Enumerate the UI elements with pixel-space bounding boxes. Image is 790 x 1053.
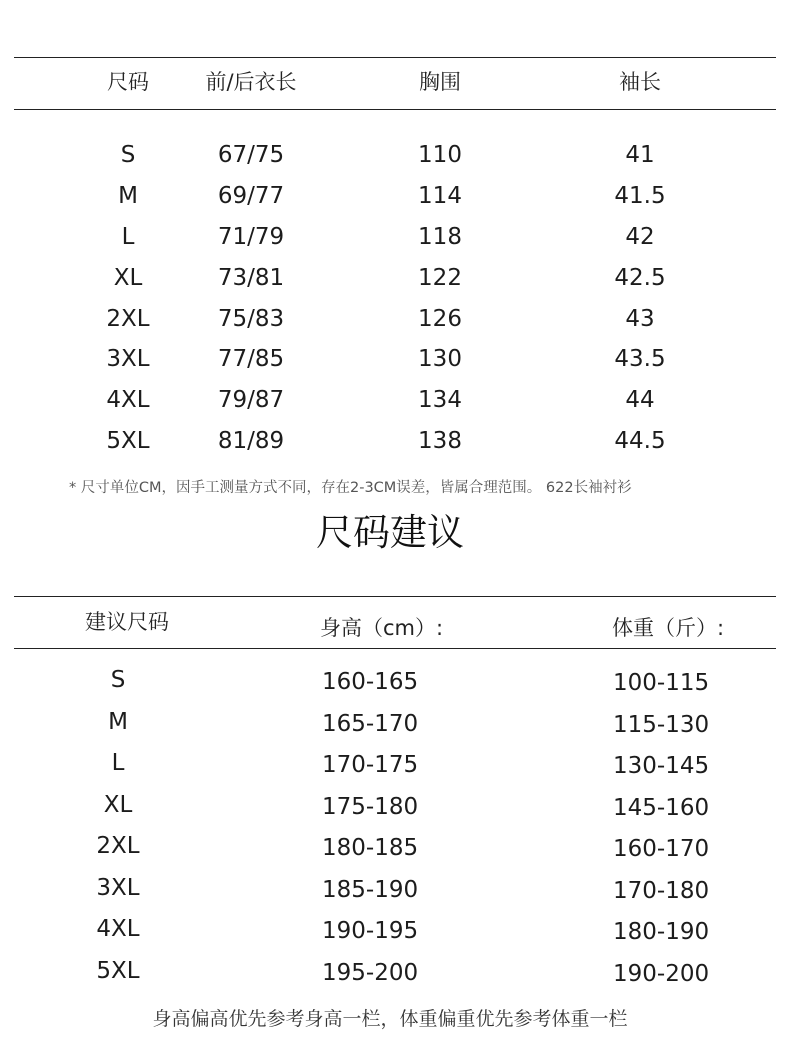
length-cell: 67/75 (217, 142, 285, 168)
sleeve-cell: 43 (625, 306, 655, 332)
recommendation-header-rule (14, 648, 776, 649)
height-cell: 175-180 (322, 794, 419, 820)
weight-cell: 100-115 (613, 670, 710, 696)
height-cell: 165-170 (322, 711, 419, 737)
weight-cell: 180-190 (613, 919, 710, 945)
table-top-rule (14, 57, 776, 58)
height-cell: 185-190 (322, 877, 419, 903)
chest-cell: 126 (418, 306, 462, 332)
length-cell: 77/85 (217, 346, 285, 372)
weight-cell: 115-130 (613, 712, 710, 738)
size-cell: 4XL (106, 387, 150, 413)
header-sleeve: 袖长 (619, 70, 661, 94)
size-cell: 4XL (96, 916, 140, 942)
size-cell: XL (113, 265, 143, 291)
chest-cell: 130 (418, 346, 462, 372)
size-cell: XL (103, 792, 133, 818)
size-cell: 2XL (106, 306, 150, 332)
measurement-footnote: * 尺寸单位CM，因手工测量方式不同，存在2-3CM误差，皆属合理范围。 622长袖衬衫 (69, 480, 632, 496)
size-cell: M (118, 183, 138, 209)
weight-cell: 145-160 (613, 795, 710, 821)
size-cell: S (110, 667, 126, 693)
sleeve-cell: 41.5 (614, 183, 666, 209)
size-cell: M (108, 709, 128, 735)
weight-cell: 190-200 (613, 961, 710, 987)
recommendation-footnote: 身高偏高优先参考身高一栏，体重偏重优先参考体重一栏 (152, 1008, 628, 1030)
length-cell: 73/81 (217, 265, 285, 291)
weight-cell: 170-180 (613, 878, 710, 904)
length-cell: 81/89 (217, 428, 285, 454)
recommendation-top-rule (14, 596, 776, 597)
sleeve-cell: 42.5 (614, 265, 666, 291)
chest-cell: 134 (418, 387, 462, 413)
size-cell: 5XL (96, 958, 140, 984)
size-cell: 3XL (96, 875, 140, 901)
height-cell: 180-185 (322, 835, 419, 861)
chest-cell: 110 (418, 142, 462, 168)
size-cell: L (121, 224, 135, 250)
height-cell: 170-175 (322, 752, 419, 778)
size-cell: 3XL (106, 346, 150, 372)
size-cell: 2XL (96, 833, 140, 859)
height-cell: 190-195 (322, 918, 419, 944)
sleeve-cell: 44 (625, 387, 655, 413)
table-header-rule (14, 109, 776, 110)
weight-cell: 160-170 (613, 836, 710, 862)
weight-cell: 130-145 (613, 753, 710, 779)
size-cell: 5XL (106, 428, 150, 454)
recommendation-title: 尺码建议 (316, 511, 464, 554)
chest-cell: 118 (418, 224, 462, 250)
height-cell: 195-200 (322, 960, 419, 986)
length-cell: 69/77 (217, 183, 285, 209)
header-weight: 体重（斤）: (612, 616, 725, 640)
sleeve-cell: 43.5 (614, 346, 666, 372)
header-recommended-size: 建议尺码 (85, 610, 169, 634)
sleeve-cell: 41 (625, 142, 655, 168)
header-height: 身高（cm）: (320, 616, 444, 640)
length-cell: 79/87 (217, 387, 285, 413)
length-cell: 71/79 (217, 224, 285, 250)
header-length: 前/后衣长 (205, 70, 297, 94)
header-chest: 胸围 (419, 70, 461, 94)
chest-cell: 122 (418, 265, 462, 291)
length-cell: 75/83 (217, 306, 285, 332)
chest-cell: 114 (418, 183, 462, 209)
chest-cell: 138 (418, 428, 462, 454)
sleeve-cell: 44.5 (614, 428, 666, 454)
size-cell: S (120, 142, 136, 168)
sleeve-cell: 42 (625, 224, 655, 250)
height-cell: 160-165 (322, 669, 419, 695)
size-cell: L (111, 750, 125, 776)
header-size: 尺码 (107, 70, 149, 94)
